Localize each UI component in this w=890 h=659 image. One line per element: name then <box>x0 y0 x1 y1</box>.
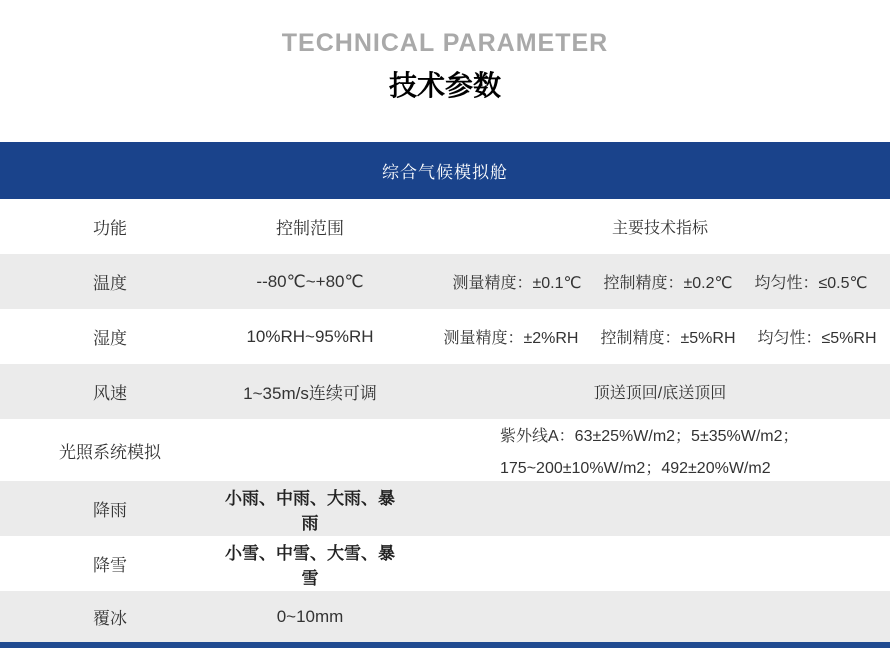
table-row-humidity <box>0 309 890 364</box>
table-row-rainfall <box>0 481 890 536</box>
spec-uv-line-2: 175~200±10%W/m2；492±20%W/m2 <box>500 459 771 477</box>
row-range: 1~35m/s连续可调 <box>243 384 377 403</box>
table-row-light-simulation <box>0 419 890 481</box>
section-banner <box>0 142 890 199</box>
row-range: 10%RH~95%RH <box>246 326 374 346</box>
spec-measure-accuracy: 测量精度：±2%RH <box>443 330 579 347</box>
table-row-wind-speed <box>0 364 890 419</box>
spec-airflow-mode: 顶送顶回/底送顶回 <box>593 385 727 402</box>
row-label: 湿度 <box>93 329 127 348</box>
header-main-spec <box>400 215 890 238</box>
spec-uniformity: 均匀性：≤5%RH <box>757 330 877 347</box>
spec-uv-line-1: 紫外线A：63±25%W/m2；5±35%W/m2； <box>500 427 799 445</box>
section-banner-label: 综合气候模拟舱 <box>382 163 508 182</box>
row-label: 覆冰 <box>93 609 127 628</box>
bottom-divider-bar <box>0 642 890 648</box>
spec-uniformity: 均匀性：≤0.5℃ <box>754 275 868 292</box>
table-header-row <box>0 199 890 254</box>
spec-control-accuracy: 控制精度：±5%RH <box>600 330 736 347</box>
header-main-spec-label: 主要技术指标 <box>611 220 708 237</box>
page-title-english: TECHNICAL PARAMETER <box>281 29 609 57</box>
table-row-snowfall <box>0 536 890 591</box>
page-title-chinese: 技术参数 <box>388 70 501 101</box>
row-range: 小雨、中雨、大雨、暴雨 <box>225 488 395 533</box>
title-block <box>0 0 890 142</box>
row-specs <box>400 380 890 403</box>
spec-control-accuracy: 控制精度：±0.2℃ <box>603 275 733 292</box>
row-label: 温度 <box>93 274 127 293</box>
row-specs <box>400 270 890 293</box>
row-label: 降雪 <box>93 556 127 575</box>
table-row-temperature <box>0 254 890 309</box>
row-range: --80℃~+80℃ <box>256 271 364 291</box>
row-label: 降雨 <box>93 501 127 520</box>
header-function: 功能 <box>93 219 127 238</box>
row-label: 风速 <box>93 384 127 403</box>
spec-measure-accuracy: 测量精度：±0.1℃ <box>452 275 582 292</box>
row-label: 光照系统模拟 <box>59 442 161 462</box>
table-row-ice-coating <box>0 591 890 642</box>
row-specs <box>400 423 890 478</box>
row-range: 0~10mm <box>276 606 344 626</box>
row-range: 小雪、中雪、大雪、暴雪 <box>225 543 395 588</box>
row-specs <box>400 325 890 348</box>
header-control-range: 控制范围 <box>276 219 344 238</box>
